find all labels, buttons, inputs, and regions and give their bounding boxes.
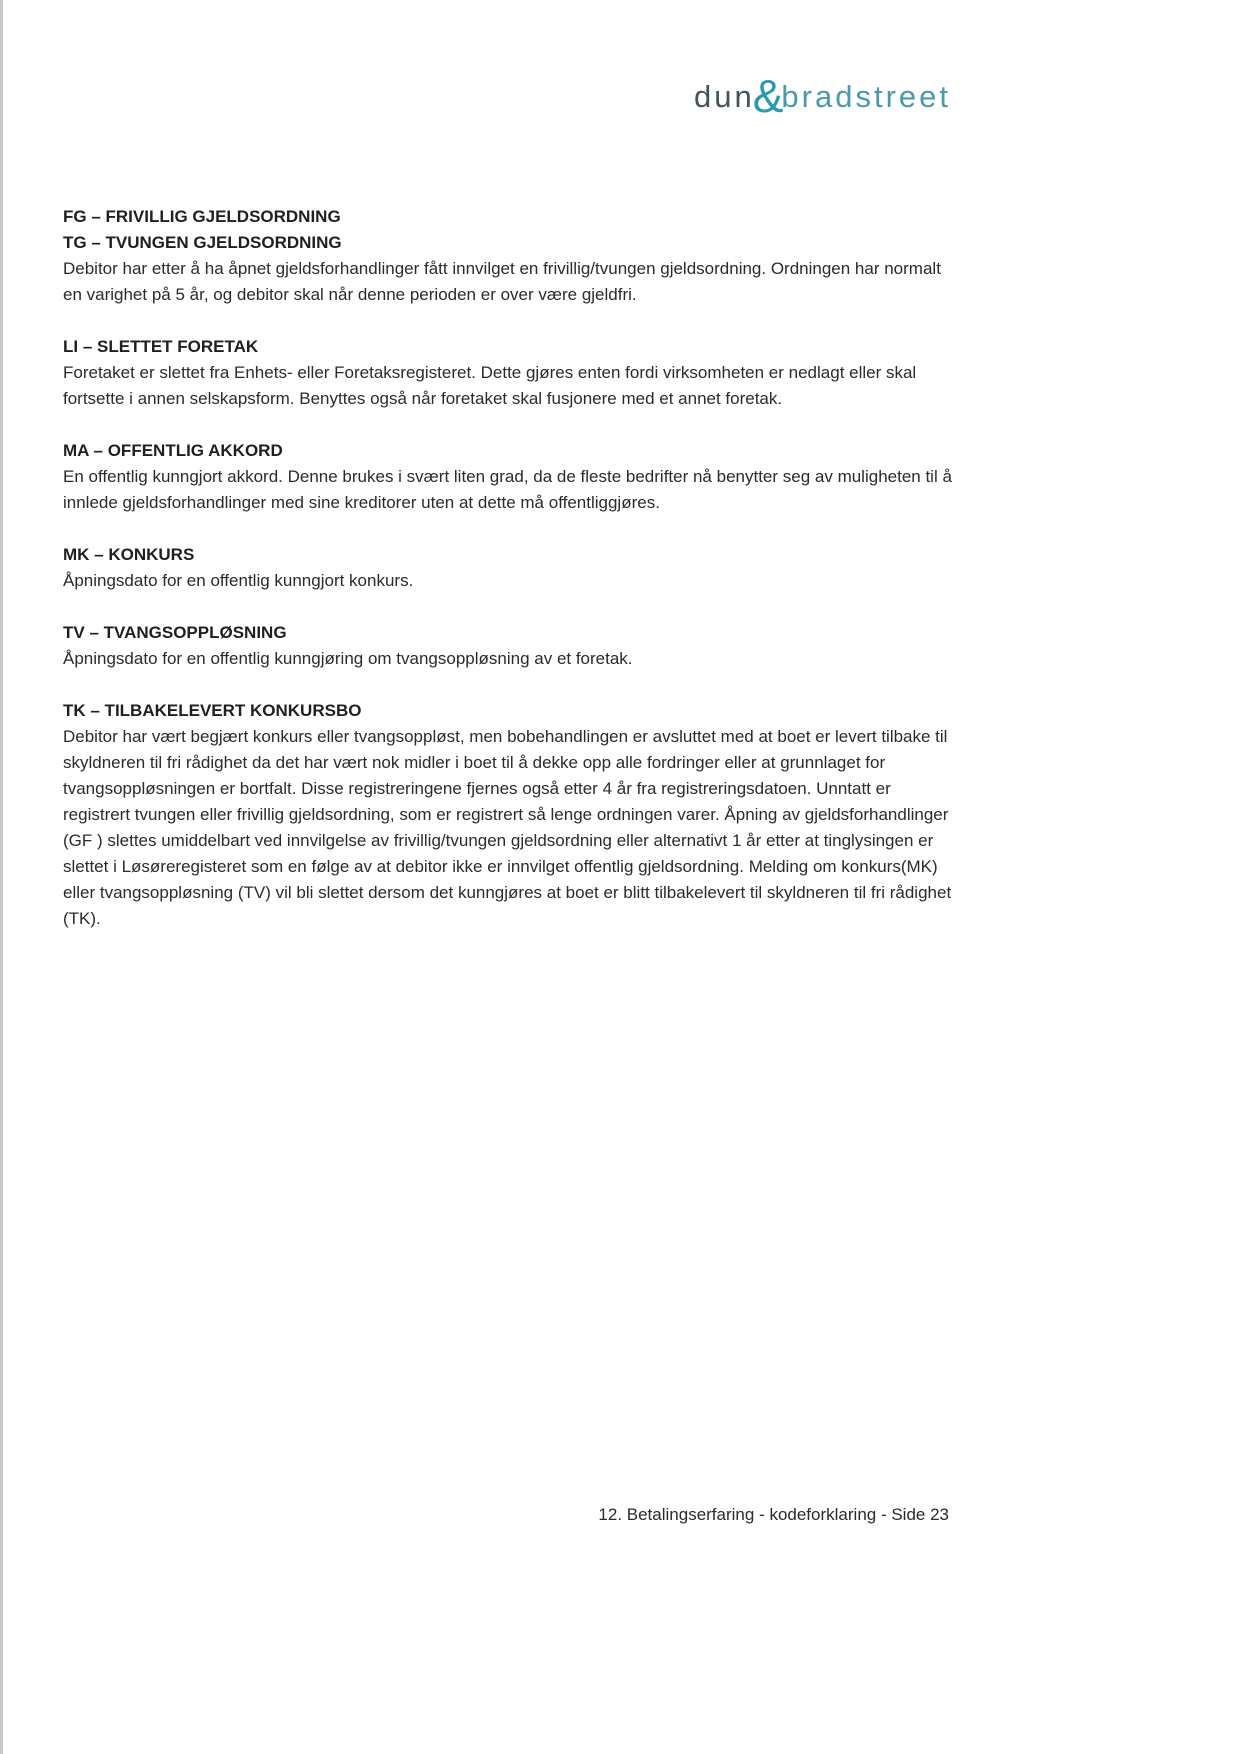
section-fg-tg-gjeldsordning: [63, 204, 953, 308]
section-body-text: Åpningsdato for en offentlig kunngjort konkurs.: [63, 571, 414, 590]
section-body-text: Åpningsdato for en offentlig kunngjøring om tvangsoppløsning av et foretak.: [63, 649, 633, 668]
section-heading-li: LI – SLETTET FORETAK: [63, 337, 259, 356]
section-heading-ma: MA – OFFENTLIG AKKORD: [63, 441, 283, 460]
section-heading-tg: TG – TVUNGEN GJELDSORDNING: [63, 233, 342, 252]
logo-text-dun: dun: [694, 79, 755, 114]
page-footer: 12. Betalingserfaring - kodeforklaring - Side 23: [598, 1505, 949, 1524]
section-tk-tilbakelevert-konkursbo: [63, 698, 953, 932]
section-body-text: Debitor har etter å ha åpnet gjeldsforhandlinger fått innvilget en frivillig/tvungen gjeldsordning. Ordningen har normalt en varighet på 5 år, og debitor skal når denne perioden er over være gjeldfri.: [63, 259, 941, 304]
section-li-slettet-foretak: [63, 334, 953, 412]
section-body-text: Debitor har vært begjært konkurs eller tvangsoppløst, men bobehandlingen er avsluttet med at boet er levert tilbake til skyldneren til fri rådighet da det har vært nok midler i boet til å dekke opp alle fordringer eller at grunnlaget for tvangsoppløsningen er bortfalt. Disse registreringene fjernes også etter 4 år fra registreringsdatoen. Unntatt er registrert tvungen eller frivillig gjeldsordning, som er registrert så lenge ordningen varer. Åpning av gjeldsforhandlinger (GF ) slettes umiddelbart ved innvilgelse av frivillig/tvungen gjeldsordning eller alternativt 1 år etter at tinglysingen er slettet i Løsøreregisteret som en følge av at debitor ikke er innvilget offentlig gjeldsordning. Melding om konkurs(MK) eller tvangsoppløsning (TV) vil bli slettet dersom det kunngjøres at boet er blitt tilbakelevert til skyldneren til fri rådighet (TK).: [63, 727, 952, 928]
section-heading-tv: TV – TVANGSOPPLØSNING: [63, 623, 287, 642]
section-heading-mk: MK – KONKURS: [63, 545, 195, 564]
section-body-text: En offentlig kunngjort akkord. Denne brukes i svært liten grad, da de fleste bedrifter nå benytter seg av muligheten til å innlede gjeldsforhandlinger med sine kreditorer uten at dette må offentliggjøres.: [63, 467, 952, 512]
section-heading-fg: FG – FRIVILLIG GJELDSORDNING: [63, 207, 341, 226]
logo-ampersand-icon: &: [752, 70, 784, 122]
section-heading-tk: TK – TILBAKELEVERT KONKURSBO: [63, 701, 362, 720]
page-left-edge-divider: [0, 0, 3, 1754]
document-content: [63, 204, 953, 958]
section-tv-tvangsopplosning: [63, 620, 953, 672]
logo-text-bradstreet: bradstreet: [781, 79, 951, 114]
section-mk-konkurs: [63, 542, 953, 594]
dun-bradstreet-logo: [694, 68, 951, 122]
section-body-text: Foretaket er slettet fra Enhets- eller Foretaksregisteret. Dette gjøres enten fordi virksomheten er nedlagt eller skal fortsette i annen selskapsform. Benyttes også når foretaket skal fusjonere med et annet foretak.: [63, 363, 917, 408]
section-ma-offentlig-akkord: [63, 438, 953, 516]
